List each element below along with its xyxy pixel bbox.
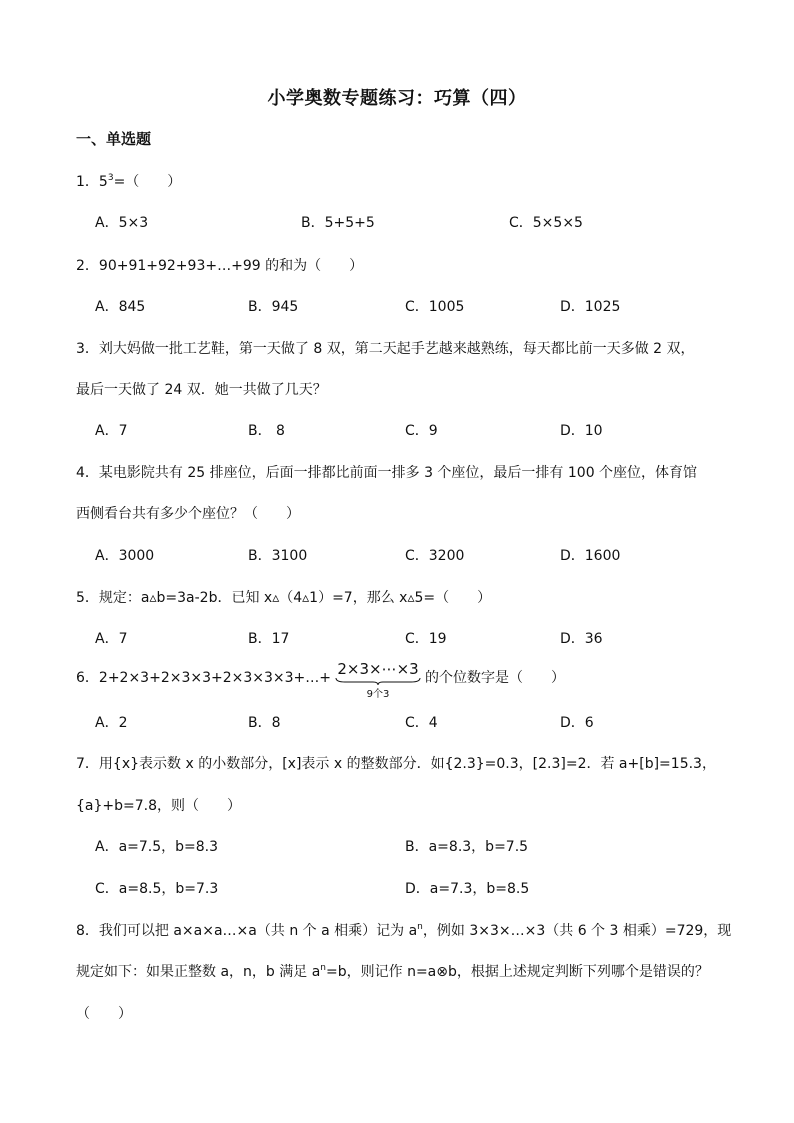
question-8-line-1: 8．我们可以把 a×a×a…×a（共 n 个 a 相乘）记为 $a^n$，例如 3×3×…×3（共 6 个 3 相乘）=729，现 <box>76 922 732 939</box>
question-4-line-1: 4．某电影院共有 25 排座位，后面一排都比前面一排多 3 个座位，最后一排有 100 个座位，体育馆 <box>76 465 698 481</box>
q3-option-c[interactable]: C．9 <box>405 423 438 439</box>
question-8-line-3: （ ） <box>76 1006 132 1022</box>
q4-option-b[interactable]: B．3100 <box>248 548 308 564</box>
question-5: 5．规定：a▵b=3a-2b．已知 x▵（4▵1）=7，那么 x▵5=（ ） <box>76 590 492 606</box>
q5-option-b[interactable]: B．17 <box>248 631 290 647</box>
question-3-line-2: 最后一天做了 24 双．她一共做了几天？ <box>76 382 327 398</box>
q6-option-b[interactable]: B．8 <box>248 715 281 731</box>
q2-option-d[interactable]: D．1025 <box>560 299 621 315</box>
q4-option-d[interactable]: D．1600 <box>560 548 621 564</box>
q1-option-c[interactable]: C．5×5×5 <box>509 215 583 231</box>
q3-option-d[interactable]: D．10 <box>560 423 603 439</box>
q2-option-b[interactable]: B．945 <box>248 299 299 315</box>
q2-option-a[interactable]: A．845 <box>95 299 146 315</box>
q5-option-c[interactable]: C．19 <box>405 631 447 647</box>
q2-option-c[interactable]: C．1005 <box>405 299 465 315</box>
question-3-line-1: 3．刘大妈做一批工艺鞋，第一天做了 8 双，第二天起手艺越来越熟练，每天都比前一天多做 2 双， <box>76 341 695 357</box>
question-4-line-2: 西侧看台共有多少个座位？（ ） <box>76 506 300 522</box>
q4-option-c[interactable]: C．3200 <box>405 548 465 564</box>
q5-option-a[interactable]: A．7 <box>95 631 128 647</box>
q3-option-a[interactable]: A．7 <box>95 423 128 439</box>
q6-option-c[interactable]: C．4 <box>405 715 438 731</box>
section-heading: 一、单选题 <box>76 130 152 148</box>
q5-option-d[interactable]: D．36 <box>560 631 603 647</box>
q6-option-d[interactable]: D．6 <box>560 715 594 731</box>
q7-option-c[interactable]: C．a=8.5，b=7.3 <box>95 881 219 897</box>
question-6: 6．2+2×3+2×3×3+2×3×3×3+…+ 2×3×⋯×3 9个3 的个位数字是（ ） <box>76 660 566 700</box>
q4-option-a[interactable]: A．3000 <box>95 548 155 564</box>
q7-option-d[interactable]: D．a=7.3，b=8.5 <box>405 881 530 897</box>
q7-option-a[interactable]: A．a=7.5，b=8.3 <box>95 839 219 855</box>
page-title: 小学奥数专题练习：巧算（四） <box>267 88 527 109</box>
q1-option-b[interactable]: B．5+5+5 <box>301 215 375 231</box>
q7-option-b[interactable]: B．a=8.3，b=7.5 <box>405 839 529 855</box>
underbrace-term: 2×3×⋯×3 9个3 <box>333 660 423 694</box>
q1-option-a[interactable]: A．5×3 <box>95 215 149 231</box>
question-7-line-2: {a}+b=7.8，则（ ） <box>76 798 242 814</box>
q3-option-b[interactable]: B． 8 <box>248 423 285 439</box>
q6-option-a[interactable]: A．2 <box>95 715 128 731</box>
question-8-line-2: 规定如下：如果正整数 a，n，b 满足 $a^n=b$，则记作 n=a⊗b，根据上述规定判断下列哪个是错误的？ <box>76 963 709 980</box>
question-2: 2．90+91+92+93+…+99 的和为（ ） <box>76 258 364 274</box>
question-7-line-1: 7．用{x}表示数 x 的小数部分，[x]表示 x 的整数部分．如{2.3}=0.3，[2.3]=2．若 a+[b]=15.3， <box>76 756 716 772</box>
question-1: 1．$5^3=$（ ） <box>76 173 182 190</box>
